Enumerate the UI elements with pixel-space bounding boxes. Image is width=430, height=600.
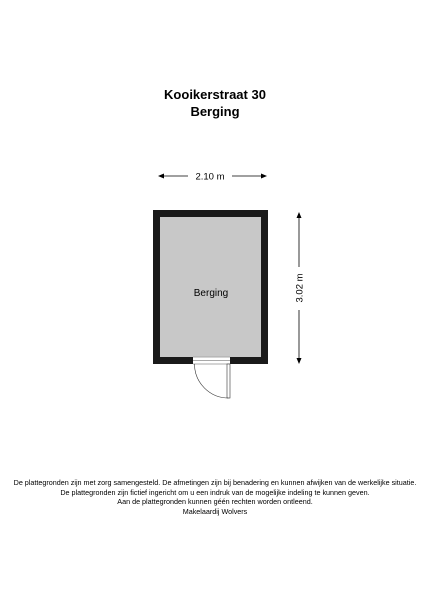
door-leaf bbox=[227, 364, 230, 398]
width-dimension-label: 2.10 m bbox=[195, 171, 225, 183]
depth-arrow-top bbox=[297, 212, 302, 218]
room-floor bbox=[160, 217, 261, 357]
disclaimer-line-3: Aan de plattegronden kunnen géén rechten worden ontleend. bbox=[117, 497, 313, 507]
company-name: Makelaardij Wolvers bbox=[182, 506, 248, 516]
depth-dimension bbox=[295, 212, 306, 364]
room-berging bbox=[153, 210, 268, 364]
room-label: Berging bbox=[193, 288, 229, 299]
disclaimer bbox=[0, 478, 430, 516]
door-swing-arc bbox=[195, 364, 229, 398]
disclaimer-line-1: De plattegronden zijn met zorg samengesteld. De afmetingen zijn bij benadering en kunnen afwijken van de werkelijke situatie. bbox=[13, 478, 417, 487]
width-arrow-right bbox=[261, 174, 267, 179]
room-type-title: Berging bbox=[190, 104, 240, 119]
depth-arrow-bottom bbox=[297, 358, 302, 364]
disclaimer-line-2: De plattegronden zijn fictief ingericht om u een indruk van de mogelijke indeling te kunnen geven. bbox=[60, 487, 370, 497]
address-title: Kooikerstraat 30 bbox=[164, 87, 266, 102]
depth-dimension-label: 3.02 m bbox=[294, 273, 306, 303]
width-dimension bbox=[158, 172, 267, 183]
width-arrow-left bbox=[158, 174, 164, 179]
door bbox=[193, 357, 230, 399]
